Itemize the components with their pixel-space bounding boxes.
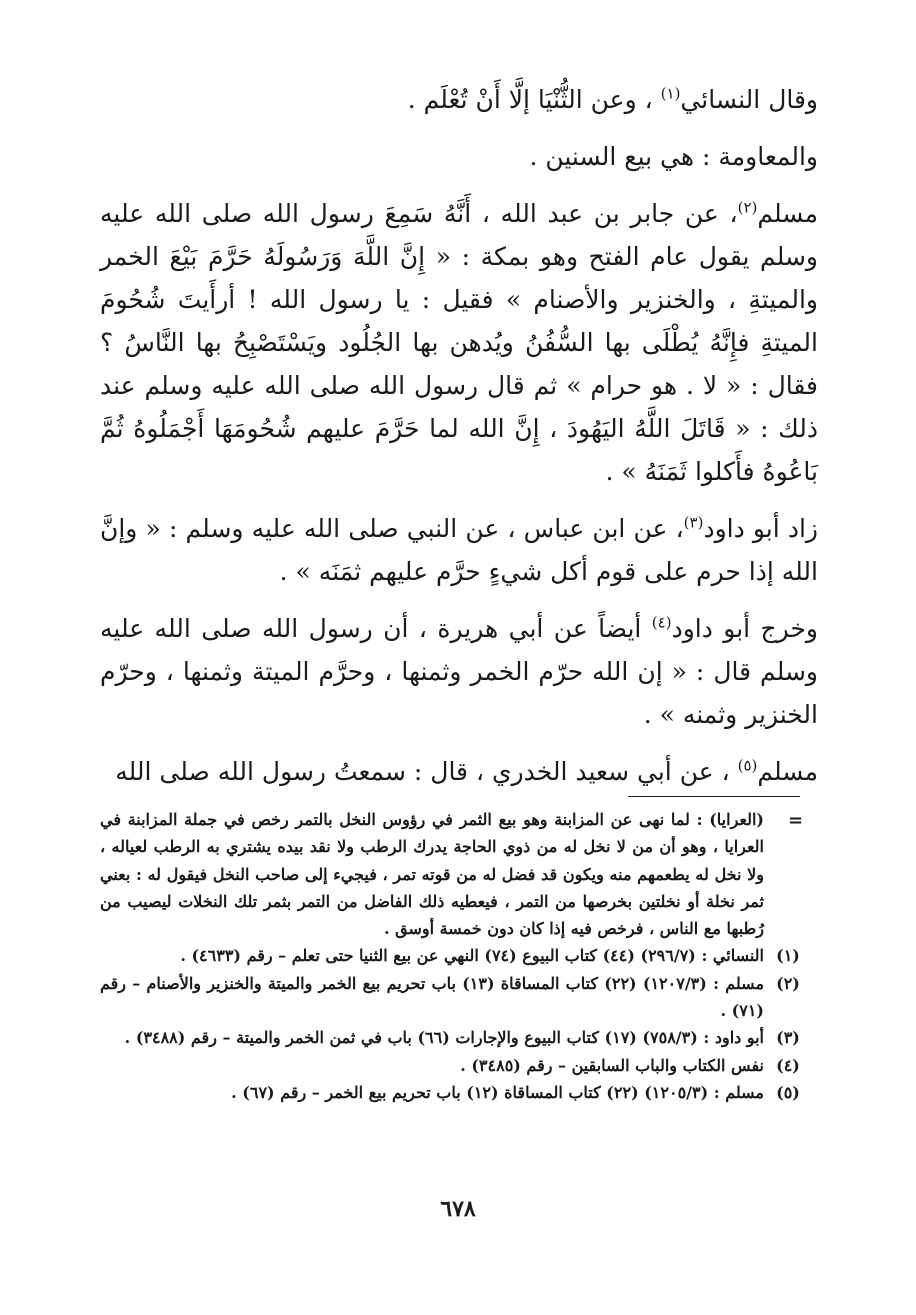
footnote-ref-1[interactable]: (١) bbox=[660, 84, 681, 103]
paragraph-text: مسلم bbox=[757, 199, 818, 228]
paragraph-text: وقال النسائي bbox=[680, 85, 818, 114]
paragraph-text: زاد أبو داود bbox=[703, 514, 818, 543]
main-text bbox=[100, 78, 818, 801]
footnote-ref-2[interactable]: (٢) bbox=[737, 198, 758, 217]
paragraph-abu-dawud-abu-hurayra bbox=[100, 607, 818, 736]
footnote-2 bbox=[100, 970, 812, 1025]
footnote-divider bbox=[628, 796, 800, 797]
footnote-text: مسلم : (١٢٠٧/٣) (٢٢) كتاب المساقاة (١٣) باب تحريم بيع الخمر والميتة والخنزير والأصنام – رقم (٧١) . bbox=[100, 973, 765, 1021]
footnote-text: مسلم : (١٢٠٥/٣) (٢٢) كتاب المساقاة (١٢) باب تحريم بيع الخمر – رقم (٦٧) . bbox=[231, 1082, 764, 1102]
footnote-continuation: (العرايا) : لما نهى عن المزابنة وهو بيع الثمر في رؤوس النخل بالتمر رخص في جملة المزابنة في العرايا ، وهو أن من لا نخل له من ذوي الحاجة يدرك الرطب ولا نقد بيده يشتري به الرطب لعياله ، ولا نخل له يطعمهم منه ويكون قد فضل له من قوته تمر ، فيجيء إلى صاحب النخل فيقول له : بعني ثمر نخلة أو نخلتين بخرصها من التمر ، فيعطيه ذلك الفاضل من التمر بثمر تلك النخلات ليصيب من رُطبها مع الناس ، فرخص فيه إذا كان دون خمسة أوسق . bbox=[100, 810, 765, 939]
footnote-text: أبو داود : (٧٥٨/٣) (١٧) كتاب البيوع والإجارات (٦٦) باب في ثمن الخمر والميتة – رقم (٣٤٨٨) . bbox=[124, 1028, 764, 1048]
paragraph-text: وخرج أبو داود bbox=[671, 614, 818, 643]
footnote-ref-3[interactable]: (٣) bbox=[683, 513, 704, 532]
paragraph-muslim-jabir bbox=[100, 192, 818, 493]
footnote-text: النسائي : (٢٩٦/٧) (٤٤) كتاب البيوع (٧٤) النهي عن بيع الثنيا حتى تعلم – رقم (٤٦٣٣) . bbox=[180, 946, 764, 966]
paragraph-text: ، عن ابن عباس ، عن النبي صلى الله عليه وسلم : « وإنَّ الله إذا حرم على قوم أكل شيءٍ حرَّم عليهم ثمَنَه » . bbox=[100, 514, 818, 586]
footnote-continuation-mark: = bbox=[788, 810, 804, 831]
footnote-number: (٤) bbox=[776, 1055, 800, 1075]
paragraph-text: ، عن جابر بن عبد الله ، أَنَّهُ سَمِعَ رسول الله صلى الله عليه وسلم يقول عام الفتح وهو بمكة : « إِنَّ اللَّهَ وَرَسُولَهُ حَرَّمَ بَيْعَ الخمر والميتةِ ، والخنزير والأصنام » فقيل : يا رسول الله ! أرأَيتَ شُحُومَ الميتةِ فإِنَّهُ يُطْلَى بها السُّفُنُ ويُدهن بها الجُلُود ويَسْتَصْبِحُ بها النَّاسُ ؟ فقال : « لا . هو حرام » ثم قال رسول الله صلى الله عليه وسلم عند ذلك : « قَاتَلَ اللَّهُ اليَهُودَ ، إِنَّ الله لما حَرَّمَ عليهم شُحُومَهَا أَجْمَلُوهُ ثُمَّ بَاعُوهُ فأَكلوا ثَمَنَهُ » . bbox=[100, 199, 818, 486]
footnote-number: (٣) bbox=[776, 1028, 800, 1048]
paragraph-muawama bbox=[100, 135, 818, 178]
footnote-number: (٥) bbox=[776, 1082, 800, 1102]
page-number: ٦٧٨ bbox=[440, 1196, 476, 1222]
footnote-text: نفس الكتاب والباب السابقين – رقم (٣٤٨٥) . bbox=[460, 1055, 764, 1075]
paragraph-text: والمعاومة : هي بيع السنين . bbox=[529, 142, 818, 171]
footnote-ref-4[interactable]: (٤) bbox=[651, 613, 672, 632]
paragraph-text: ، وعن الثُّنْيَا إلَّا أَنْ تُعْلَم . bbox=[407, 85, 653, 114]
paragraph-text: مسلم bbox=[757, 757, 818, 786]
paragraph-nasai bbox=[100, 78, 818, 121]
footnote-number: (١) bbox=[776, 946, 800, 966]
paragraph-abu-dawud-ibn-abbas bbox=[100, 507, 818, 593]
paragraph-text: أيضاً عن أبي هريرة ، أن رسول الله صلى الله عليه وسلم قال : « إن الله حرّم الخمر وثمنها ، وحرَّم الميتة وثمنها ، وحرّم الخنزير وثمنه » . bbox=[100, 614, 818, 729]
footnote-1 bbox=[100, 942, 812, 969]
footnote-ref-5[interactable]: (٥) bbox=[737, 756, 758, 775]
paragraph-muslim-abu-said bbox=[100, 750, 818, 793]
footnotes bbox=[100, 806, 812, 1106]
footnote-4 bbox=[100, 1052, 812, 1079]
footnote-number: (٢) bbox=[776, 973, 800, 993]
footnote-5 bbox=[100, 1079, 812, 1106]
footnote-3 bbox=[100, 1024, 812, 1051]
paragraph-text: ، عن أبي سعيد الخدري ، قال : سمعتُ رسول الله صلى الله bbox=[115, 757, 730, 786]
